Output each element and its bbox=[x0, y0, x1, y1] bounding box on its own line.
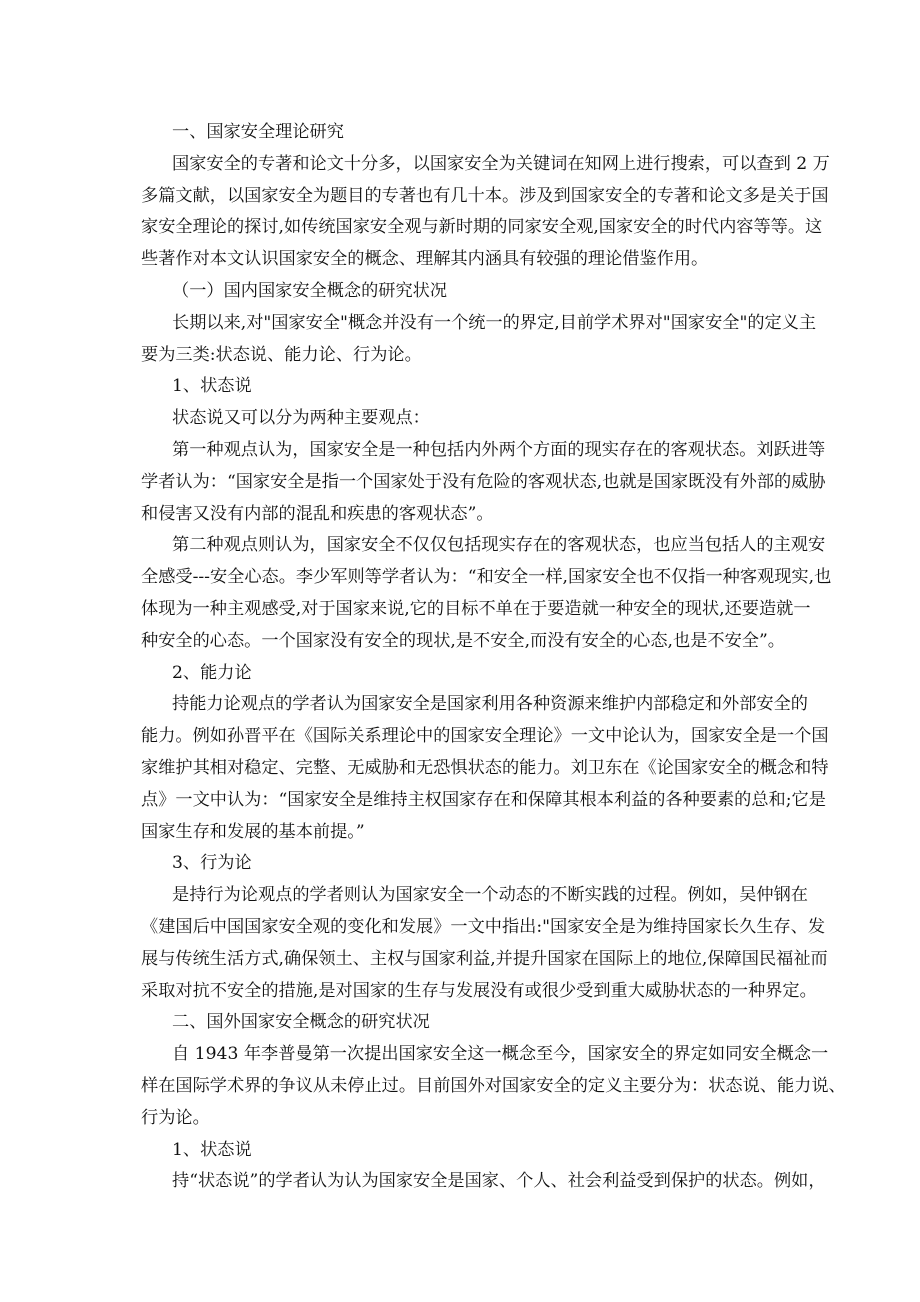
text-line: 能力。例如孙晋平在《国际关系理论中的国家安全理论》一文中论认为，国家安全是一个国 bbox=[141, 726, 829, 747]
text-line: 第一种观点认为，国家安全是一种包括内外两个方面的现实存在的客观状态。刘跃进等 bbox=[172, 439, 826, 460]
text-line: 体现为一种主观感受,对于国家来说,它的目标不单在于要造就一种安全的现状,还要造就一 bbox=[141, 598, 811, 619]
text-line: 二、国外国家安全概念的研究状况 bbox=[172, 1012, 430, 1033]
section-heading bbox=[141, 371, 783, 403]
text-line: 采取对抗不安全的措施,是对国家的生存与发展没有或很少受到重大威胁状态的一种界定。 bbox=[141, 980, 817, 1001]
text-line: 1、状态说 bbox=[172, 1139, 252, 1160]
text-line: 全感受---安全心态。李少军则等学者认为：“和安全一样,国家安全也不仅指一种客观现实,也 bbox=[141, 567, 832, 588]
section-heading bbox=[141, 117, 783, 149]
text-line: 家维护其相对稳定、完整、无威胁和无恐惧状态的能力。刘卫东在《论国家安全的概念和特 bbox=[141, 757, 829, 778]
text-line: 第二种观点则认为，国家安全不仅仅包括现实存在的客观状态，也应当包括人的主观安 bbox=[172, 535, 826, 556]
text-line: 3、行为论 bbox=[172, 853, 252, 874]
text-line: 展与传统生活方式,确保领土、主权与国家利益,并提升国家在国际上的地位,保障国民福祉而 bbox=[141, 948, 828, 969]
text-line: 《建国后中国国家安全观的变化和发展》一文中指出:"国家安全是为维持国家长久生存、发 bbox=[141, 916, 826, 937]
text-line: 样在国际学术界的争议从未停止过。目前国外对国家安全的定义主要分为：状态说、能力说、 bbox=[141, 1075, 846, 1096]
body-paragraph bbox=[141, 435, 826, 530]
text-line: 自 1943 年李普曼第一次提出国家安全这一概念至今，国家安全的界定如同安全概念一 bbox=[172, 1044, 829, 1065]
section-heading bbox=[141, 658, 783, 690]
text-line: 持“状态说”的学者认为认为国家安全是国家、个人、社会利益受到保护的状态。例如， bbox=[172, 1171, 826, 1192]
document-page bbox=[141, 117, 846, 1198]
body-paragraph bbox=[141, 308, 817, 372]
body-paragraph bbox=[141, 689, 829, 848]
text-line: 多篇文献，以国家安全为题目的专著也有几十本。涉及到国家安全的专著和论文多是关于国 bbox=[141, 185, 829, 206]
text-line: 是持行为论观点的学者则认为国家安全一个动态的不断实践的过程。例如，吴仲钢在 bbox=[172, 885, 808, 906]
body-paragraph bbox=[141, 880, 828, 1007]
text-line: 学者认为：“国家安全是指一个国家处于没有危险的客观状态,也就是国家既没有外部的威胁 bbox=[141, 471, 826, 492]
text-line: 一、国家安全理论研究 bbox=[172, 122, 344, 142]
section-heading bbox=[141, 276, 783, 308]
body-paragraph bbox=[141, 1166, 826, 1198]
text-line: 要为三类:状态说、能力论、行为论。 bbox=[141, 344, 422, 365]
text-line: 家安全理论的探讨,如传统国家安全观与新时期的同家安全观,国家安全的时代内容等等。这 bbox=[141, 217, 823, 238]
text-line: 国家生存和发展的基本前提。” bbox=[141, 821, 365, 842]
text-line: 和侵害又没有内部的混乱和疾患的客观状态”。 bbox=[141, 503, 494, 524]
section-heading bbox=[141, 1135, 783, 1167]
body-paragraph bbox=[141, 403, 783, 435]
text-line: 持能力论观点的学者认为国家安全是国家利用各种资源来维护内部稳定和外部安全的 bbox=[172, 694, 808, 715]
text-line: 2、能力论 bbox=[172, 662, 252, 683]
text-line: 状态说又可以分为两种主要观点： bbox=[172, 408, 430, 429]
body-paragraph bbox=[141, 149, 830, 276]
text-line: 1、状态说 bbox=[172, 376, 252, 397]
text-line: （一）国内国家安全概念的研究状况 bbox=[172, 280, 448, 301]
body-paragraph bbox=[141, 1039, 846, 1134]
text-line: 国家安全的专著和论文十分多，以国家安全为关键词在知网上进行搜索，可以查到 2 万 bbox=[172, 153, 830, 174]
text-line: 些著作对本文认识国家安全的概念、理解其内涵具有较强的理论借鉴作用。 bbox=[141, 249, 709, 270]
section-heading bbox=[141, 1007, 783, 1039]
text-line: 行为论。 bbox=[141, 1107, 210, 1128]
body-paragraph bbox=[141, 530, 832, 657]
text-line: 长期以来,对"国家安全"概念并没有一个统一的界定,目前学术界对"国家安全"的定义主 bbox=[172, 312, 817, 333]
text-line: 点》一文中认为：“国家安全是维持主权国家存在和保障其根本利益的各种要素的总和;它是 bbox=[141, 789, 826, 810]
section-heading bbox=[141, 848, 783, 880]
text-line: 种安全的心态。一个国家没有安全的现状,是不安全,而没有安全的心态,也是不安全”。 bbox=[141, 630, 785, 651]
